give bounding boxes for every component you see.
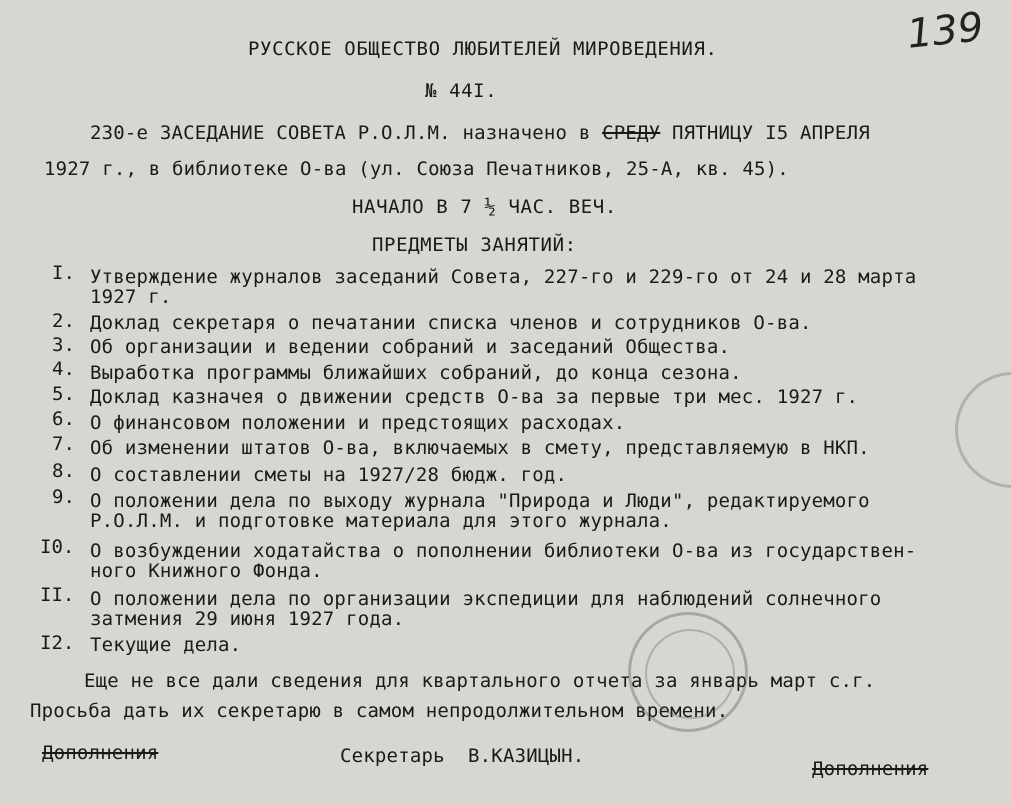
org-title: РУССКОЕ ОБЩЕСТВО ЛЮБИТЕЛЕЙ МИРОВЕДЕНИЯ. bbox=[248, 38, 718, 60]
item-number: I0. bbox=[40, 536, 75, 558]
item-text: Доклад казначея о движении средств О-ва за первые три мес. 1927 г. bbox=[90, 386, 859, 408]
item-text: О положении дела по выходу журнала "Природа и Люди", редактируемого bbox=[90, 490, 870, 512]
secretary-signature: Секретарь В.КАЗИЦЫН. bbox=[340, 745, 585, 767]
item-number: 4. bbox=[52, 358, 75, 380]
item-text: Выработка программы ближайших собраний, до конца сезона. bbox=[90, 362, 742, 384]
item-number: 8. bbox=[52, 460, 75, 482]
item-text: Об организации и ведении собраний и заседаний Общества. bbox=[90, 336, 731, 358]
round-stamp bbox=[628, 612, 748, 732]
item-number: II. bbox=[40, 584, 75, 606]
item-text: О положении дела по организации экспедиции для наблюдений солнечного bbox=[90, 588, 882, 610]
item-text: Утверждение журналов заседаний Совета, 227-го и 229-го от 24 и 28 марта bbox=[90, 266, 917, 288]
item-text: Доклад секретаря о печатании списка членов и сотрудников О-ва. bbox=[90, 312, 812, 334]
item-number: 2. bbox=[52, 310, 75, 332]
item-number: I. bbox=[52, 262, 75, 284]
note-line-2: Просьба дать их секретарю в самом непродолжительном времени. bbox=[30, 700, 729, 722]
item-number: 6. bbox=[52, 408, 75, 430]
intro-line-1-end: ПЯТНИЦУ I5 АПРЕЛЯ bbox=[671, 122, 870, 144]
item-number: 9. bbox=[52, 486, 75, 508]
item-text: Текущие дела. bbox=[90, 634, 242, 656]
item-number: 5. bbox=[52, 383, 75, 405]
item-text: О составлении сметы на 1927/28 бюдж. год. bbox=[90, 464, 568, 486]
subjects-title: ПРЕДМЕТЫ ЗАНЯТИЙ: bbox=[372, 234, 577, 256]
item-number: 7. bbox=[52, 433, 75, 455]
item-text: Об изменении штатов О-ва, включаемых в смету, представляемую в НКП. bbox=[90, 437, 870, 459]
item-text: Р.О.Л.М. и подготовке материала для этого журнала. bbox=[90, 510, 672, 532]
start-time: НАЧАЛО В 7 ½ ЧАС. ВЕЧ. bbox=[352, 196, 617, 218]
item-text: затмения 29 июня 1927 года. bbox=[90, 608, 405, 630]
intro-line-1-start: 230-е ЗАСЕДАНИЕ СОВЕТА Р.О.Л.М. назначено в bbox=[90, 122, 591, 144]
footer-left-struck: Дополнения bbox=[42, 742, 159, 764]
intro-line-2: 1927 г., в библиотеке О-ва (ул. Союза Печатников, 25-А, кв. 45). bbox=[44, 158, 789, 180]
item-text: О финансовом положении и предстоящих расходах. bbox=[90, 412, 626, 434]
item-text: ного Книжного Фонда. bbox=[90, 560, 323, 582]
item-number: 3. bbox=[52, 334, 75, 356]
item-text: О возбуждении ходатайства о пополнении библиотеки О-ва из государствен- bbox=[90, 540, 917, 562]
item-text: 1927 г. bbox=[90, 286, 172, 308]
document-number: № 44I. bbox=[425, 80, 498, 102]
struck-word: СРЕДУ bbox=[602, 122, 661, 144]
footer-right-struck: Дополнения bbox=[812, 758, 929, 780]
note-line-1: Еще не все дали сведения для квартального отчета за январь март с.г. bbox=[84, 670, 876, 692]
item-number: I2. bbox=[40, 632, 75, 654]
edge-stamp bbox=[955, 372, 1011, 488]
intro-line-1 bbox=[90, 122, 870, 144]
archive-page-number: 139 bbox=[904, 4, 986, 58]
